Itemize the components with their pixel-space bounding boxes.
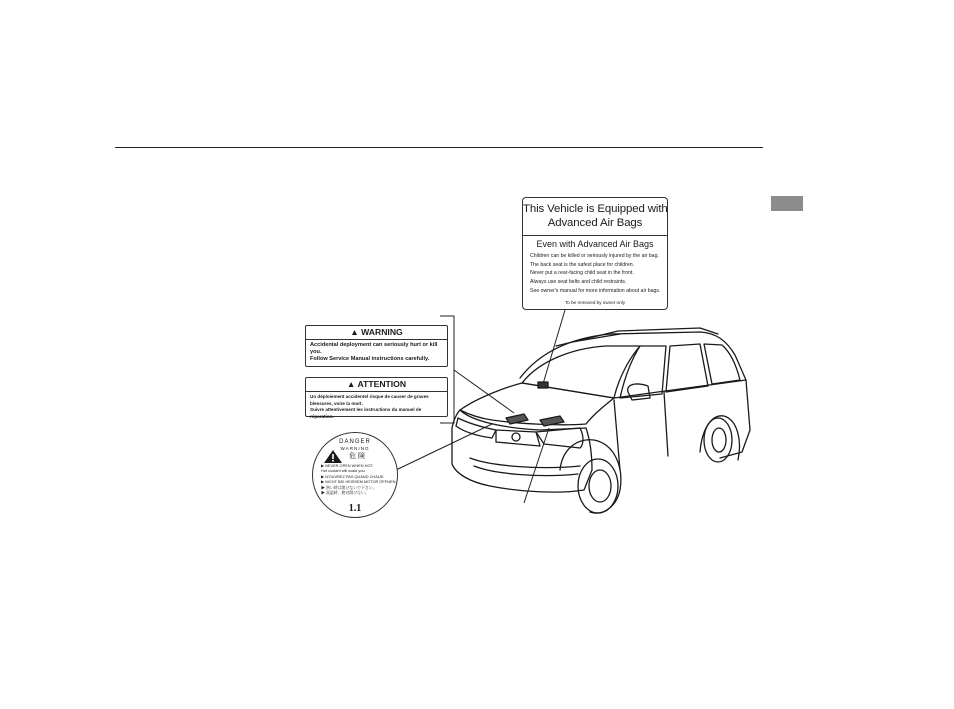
radiator-danger-label — [312, 432, 398, 518]
rear-wheel-arch — [700, 416, 739, 460]
grille — [496, 430, 540, 446]
warning-label — [305, 325, 448, 367]
airbag-line: The back seat is the safest place for children. — [530, 261, 635, 268]
emblem — [512, 433, 520, 441]
windshield-sticker — [538, 382, 548, 388]
attention-line-2: Suivre attentivement les instructions du manuel de réparation. — [310, 407, 422, 419]
front-wheel — [578, 459, 618, 513]
front-bumper — [452, 410, 592, 492]
hood-label-patch — [506, 414, 528, 424]
danger-line: ▶ 熱い時は開けないで下さい。 — [321, 484, 377, 490]
warning-line-2: Follow Service Manual instructions carefully. — [310, 356, 430, 363]
airbag-line: Always use seat belts and child restraints. — [530, 279, 627, 286]
rear-hub — [712, 428, 726, 452]
airbag-line: See owner's manual for more information about air bags. — [530, 287, 661, 294]
rear-wheel — [704, 418, 732, 462]
airbag-title-line-1: This Vehicle is Equipped with — [523, 203, 668, 215]
airbag-label-footer: To be removed by owner only — [564, 299, 625, 305]
attention-label-heading: ▲ ATTENTION — [306, 378, 447, 392]
danger-heading: DANGER — [339, 439, 371, 445]
danger-warning-text: WARNING — [340, 446, 370, 451]
warning-label-body — [306, 340, 447, 364]
front-side-window — [620, 346, 666, 398]
danger-line: ▶ NICHT BEI HEISSEM MOTOR ÖFFNEN. — [321, 479, 397, 485]
airbag-label-subtitle: Even with Advanced Air Bags — [536, 239, 654, 249]
airbag-info-label — [522, 197, 668, 310]
warning-triangle-icon: ▲ — [346, 379, 356, 389]
attention-label — [305, 377, 448, 417]
front-hub — [589, 470, 611, 502]
danger-line: ▶ NEVER OPEN WHEN HOT. — [321, 463, 374, 468]
danger-japanese: 危 険 — [349, 453, 365, 460]
danger-line: Hot coolant will scald you. — [321, 468, 366, 474]
danger-rating: 1.1 — [348, 503, 362, 514]
airbag-line: Children can be killed or seriously injured by the air bag. — [530, 253, 659, 259]
danger-line: ▶ 高温時、絶対開けない。 — [321, 490, 369, 496]
rear-side-window — [666, 344, 708, 392]
roof-rail — [556, 328, 718, 346]
quarter-window — [704, 344, 740, 384]
airbag-label-lines — [523, 249, 667, 296]
warning-triangle-icon: ▲ — [350, 327, 359, 337]
danger-lines — [321, 463, 396, 495]
left-headlight — [456, 418, 496, 438]
hood — [460, 383, 614, 425]
danger-triangle-icon — [324, 450, 342, 463]
side-mirror — [628, 384, 650, 400]
airbag-line: Never put a rear-facing child seat in the front. — [530, 270, 634, 277]
warning-line-1: Accidental deployment can seriously hurt or kill you. — [310, 342, 438, 356]
attention-label-body — [306, 392, 447, 420]
danger-line: ▶ N'OUVREZ PAS QUAND CHAUD. — [321, 473, 385, 479]
airbag-label-title — [523, 198, 667, 230]
warning-label-heading: ▲ WARNING — [306, 326, 447, 340]
attention-line-1: Un déploiement accidentel risque de causer de graves blessures, voire la mort. — [310, 394, 429, 406]
airbag-title-line-2: Advanced Air Bags — [547, 216, 643, 229]
right-headlight — [536, 428, 583, 448]
